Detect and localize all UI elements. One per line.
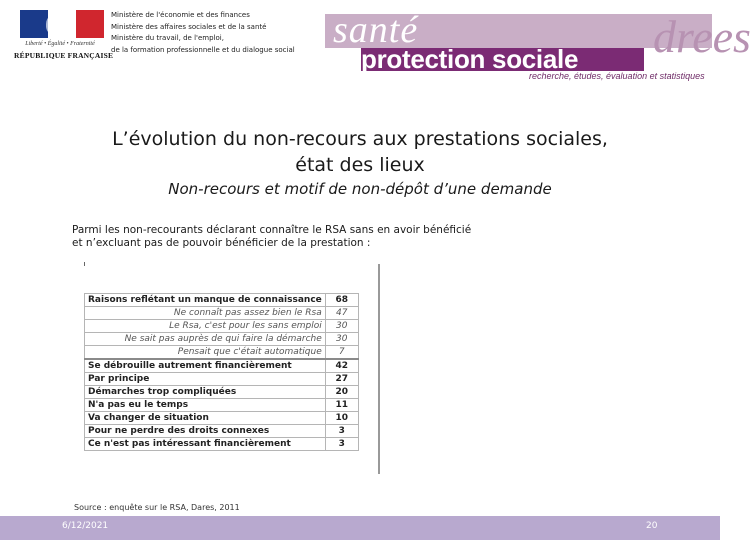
ministry-line: Ministère de l'économie et des finances	[111, 11, 250, 19]
table-row	[85, 373, 359, 386]
reason-label: Le Rsa, c'est pour les sans emploi	[85, 320, 326, 333]
reasons-table-body	[85, 294, 359, 451]
table-row	[85, 386, 359, 399]
reason-label: Par principe	[85, 373, 326, 386]
ministry-line: de la formation professionnelle et du dialogue social	[111, 45, 295, 54]
reason-label: Ne sait pas auprès de qui faire la démarche	[85, 333, 326, 346]
sante-protection-sociale-banner	[325, 9, 751, 82]
reason-label: Pensait que c'était automatique	[85, 346, 326, 360]
flag-blue-stripe	[20, 10, 48, 38]
reason-label: Ce n'est pas intéressant financièrement	[85, 438, 326, 451]
flag-red-stripe	[76, 10, 104, 38]
frame-mark	[84, 262, 85, 266]
table-row	[85, 412, 359, 425]
reason-label: Pour ne perdre des droits connexes	[85, 425, 326, 438]
ministry-line: Ministère des affaires sociales et de la santé	[111, 22, 267, 31]
republique-francaise-logo	[14, 10, 114, 66]
reason-label: Démarches trop compliquées	[85, 386, 326, 399]
table-row	[85, 425, 359, 438]
drees-logo: drees	[653, 11, 751, 62]
table-row	[85, 438, 359, 451]
table-subrow	[85, 346, 359, 360]
reason-value: 7	[325, 346, 358, 360]
table-frame-rule	[378, 264, 380, 474]
reason-value: 27	[325, 373, 358, 386]
reason-value: 3	[325, 425, 358, 438]
reason-value: 10	[325, 412, 358, 425]
reason-value: 68	[325, 294, 358, 307]
reason-label: Se débrouille autrement financièrement	[85, 359, 326, 373]
reason-value: 20	[325, 386, 358, 399]
table-intro	[72, 224, 592, 249]
table-subrow	[85, 307, 359, 320]
rf-motto: Liberté • Égalité • Fraternité	[25, 41, 95, 47]
table-row	[85, 359, 359, 373]
table-row	[85, 399, 359, 412]
reason-value: 47	[325, 307, 358, 320]
reason-value: 11	[325, 399, 358, 412]
ministry-line: Ministère du travail, de l'emploi,	[111, 34, 224, 42]
slide-title-line: L’évolution du non-recours aux prestations sociales,	[112, 128, 608, 150]
page-number: 20	[646, 521, 658, 531]
reason-label: Ne connaît pas assez bien le Rsa	[85, 307, 326, 320]
reason-value: 30	[325, 320, 358, 333]
reason-label: N'a pas eu le temps	[85, 399, 326, 412]
reason-value: 3	[325, 438, 358, 451]
slide-title	[40, 126, 680, 178]
banner-word-protection-sociale: protection sociale	[361, 44, 579, 74]
marianne-icon	[46, 12, 74, 36]
table-intro-line: et n’excluant pas de pouvoir bénéficier de la prestation :	[72, 236, 371, 249]
reason-label: Va changer de situation	[85, 412, 326, 425]
banner-tagline: recherche, études, évaluation et statistiques	[529, 71, 705, 81]
footer-date: 6/12/2021	[62, 521, 109, 531]
ministries-list	[111, 10, 295, 56]
reason-value: 30	[325, 333, 358, 346]
reason-value: 42	[325, 359, 358, 373]
rf-name: RÉPUBLIQUE FRANÇAISE	[14, 51, 114, 60]
reasons-table	[84, 293, 359, 451]
table-subrow	[85, 320, 359, 333]
table-row	[85, 294, 359, 307]
slide-title-line: état des lieux	[295, 154, 425, 176]
banner-word-sante: santé	[333, 9, 419, 51]
table-subrow	[85, 333, 359, 346]
source-note: Source : enquête sur le RSA, Dares, 2011	[74, 503, 240, 512]
table-intro-line: Parmi les non-recourants déclarant connaître le RSA sans en avoir bénéficié	[72, 224, 472, 236]
reason-label: Raisons reflétant un manque de connaissance	[85, 294, 326, 307]
slide-subtitle: Non-recours et motif de non-dépôt d’une demande	[168, 180, 552, 198]
